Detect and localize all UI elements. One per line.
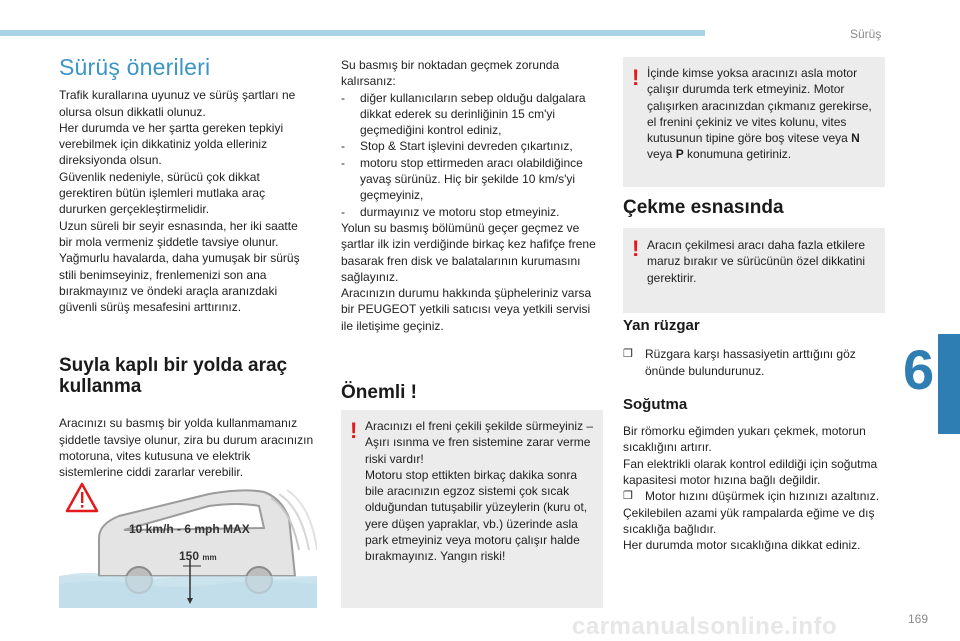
watermark: carmanualsonline.info (572, 613, 838, 640)
speed-limit-label: 10 km/h - 6 mph MAX (129, 522, 250, 536)
cooling-text: Fan elektrikli olarak kontrol edildiği için soğutma kapasitesi motor hızına bağlı değildir. (623, 456, 878, 488)
water-text: Aracınızı su basmış bir yolda kullanmamanız şiddetle tavsiye olunur, zira bu durum aracınızın motoruna, vites kutusuna ve elektrik sistemlerine ciddi zararlar verebilir. (59, 416, 314, 480)
list-item: - diğer kullanıcıların sebep olduğu dalgalara dikkat ederek su derinliğinin 15 cm'yi geçmediğini kontrol ediniz, (341, 90, 603, 139)
flood-list (341, 90, 603, 220)
flood-after: Yolun su basmış bölümünü geçer geçmez ve şartlar ilk izin verdiğinde birkaç kez hafifçe frene basarak fren disk ve balatalarının kurumasını sağlayınız. (341, 220, 596, 284)
cooling-bullet (623, 488, 885, 504)
warning-text-part: İçinde kimse yoksa aracınızı asla motor çalışır durumda terk etmeyiniz. Motor çalışırken aracınızdan çıkmanız gerekirse, el frenini çekiniz ve vites kolunu, vites kutusunun tipine göre boş vitese veya (647, 66, 872, 146)
intro-line: Her durumda ve her şartta gereken tepkiyi verebilmek için dikkatiniz yolda elleriniz direksiyonda olsun. (59, 120, 284, 168)
important-heading: Önemli ! (341, 382, 418, 404)
column-2 (341, 57, 603, 403)
cooling-heading: Soğutma (623, 395, 688, 413)
crosswind-heading: Yan rüzgar (623, 317, 700, 334)
car-in-water-image (59, 480, 317, 608)
warning-text-part: veya (647, 147, 676, 162)
important-line: Motoru stop ettikten birkaç dakika sonra bile aracınızın egzoz sistemi çok sıcak olduğundan tutuşabilir yüzeylerin (kuru ot, yere düşen yapraklar, vb.) üzerinde asla park etmeyiniz veya motoru çalışır halde bırakmayınız. Yangın riski! (365, 467, 588, 564)
gear-n: N (851, 131, 860, 146)
water-depth-label (179, 549, 217, 563)
warning-icon: ! (632, 236, 640, 261)
chapter-number: 6 (903, 338, 935, 401)
water-depth-unit: mm (202, 553, 217, 562)
cooling-text: Her durumda motor sıcaklığına dikkat ediniz. (623, 538, 861, 553)
flood-intro: Su basmış bir noktadan geçmek zorunda kalırsanız: (341, 58, 560, 89)
flooded-road-illustration (59, 480, 317, 608)
cooling-bullet-text: Motor hızını düşürmek için hızınızı azaltınız. (645, 489, 880, 504)
header-bar (0, 30, 705, 36)
crosswind-text: Rüzgara karşı hassasiyetin arttığını göz önünde bulundurunuz. (645, 347, 856, 378)
intro-line: Uzun süreli bir seyir esnasında, her iki saatte bir mola vermeniz şiddetle tavsiye olunur. (59, 218, 298, 249)
list-item: - durmayınız ve motoru stop etmeyiniz. (341, 204, 603, 220)
important-box (341, 410, 603, 608)
intro-line: Trafik kurallarına uyunuz ve sürüş şartları ne olursa olsun dikkatli olunuz. (59, 88, 296, 119)
section-name: Sürüş (850, 27, 882, 41)
towing-box (623, 228, 885, 313)
important-line: Aracınızı el freni çekili şekilde sürmeyiniz – Aşırı ısınma ve fren sistemine zarar verme riski vardır! (365, 419, 594, 466)
intro-line: Güvenlik nedeniyle, sürücü çok dikkat gerektiren bütün işlemleri mutlaka araç dururken gerçekleştirmelidir. (59, 169, 266, 217)
gear-p: P (675, 147, 684, 162)
water-depth-value: 150 (179, 549, 200, 563)
chapter-tab (938, 334, 960, 434)
cooling-text: Çekilebilen azami yük rampalarda eğime ve dış sıcaklığa bağlıdır. (623, 505, 875, 536)
warning-text-part: konumuna getiriniz. (683, 147, 792, 162)
flood-advice: Aracınızın durumu hakkında şüpheleriniz varsa bir PEUGEOT yetkili satıcısı veya yetkili servisi ile iletişime geçiniz. (341, 286, 592, 333)
intro-line: Yağmurlu havalarda, daha yumuşak bir sürüş stili benimseyiniz, frenlemenizi son ana bırakmayınız ve öndeki araçla aranızdaki güvenli sürüş mesafesini arttırınız. (59, 251, 300, 315)
warning-icon: ! (632, 65, 640, 90)
towing-text: Aracın çekilmesi aracı daha fazla etkilere maruz bırakır ve sürücünün özel dikkatini gerektirir. (647, 238, 866, 285)
checkbox-bullet-icon: ❐ (623, 490, 633, 503)
towing-heading: Çekme esnasında (623, 197, 784, 218)
engine-warning-box (623, 57, 885, 187)
checkbox-bullet-icon: ❐ (623, 348, 633, 361)
cooling-text: Bir römorku eğimden yukarı çekmek, motorun sıcaklığını artırır. (623, 424, 866, 455)
warning-icon: ! (350, 418, 358, 443)
list-item: - Stop & Start işlevini devreden çıkartınız, (341, 138, 603, 154)
water-heading: Suyla kaplı bir yolda araç kullanma (59, 355, 288, 398)
crosswind-bullet (623, 346, 885, 379)
engine-warning-text (647, 65, 881, 163)
list-item: - motoru stop ettirmeden aracı olabildiğince yavaş sürünüz. Hiç bir şekilde 10 km/s'yi geçmeyiniz, (341, 155, 603, 204)
column-3-lower (623, 318, 885, 554)
column-1 (59, 54, 314, 481)
page-number: 169 (908, 612, 929, 626)
page-title: Sürüş önerileri (59, 54, 211, 80)
